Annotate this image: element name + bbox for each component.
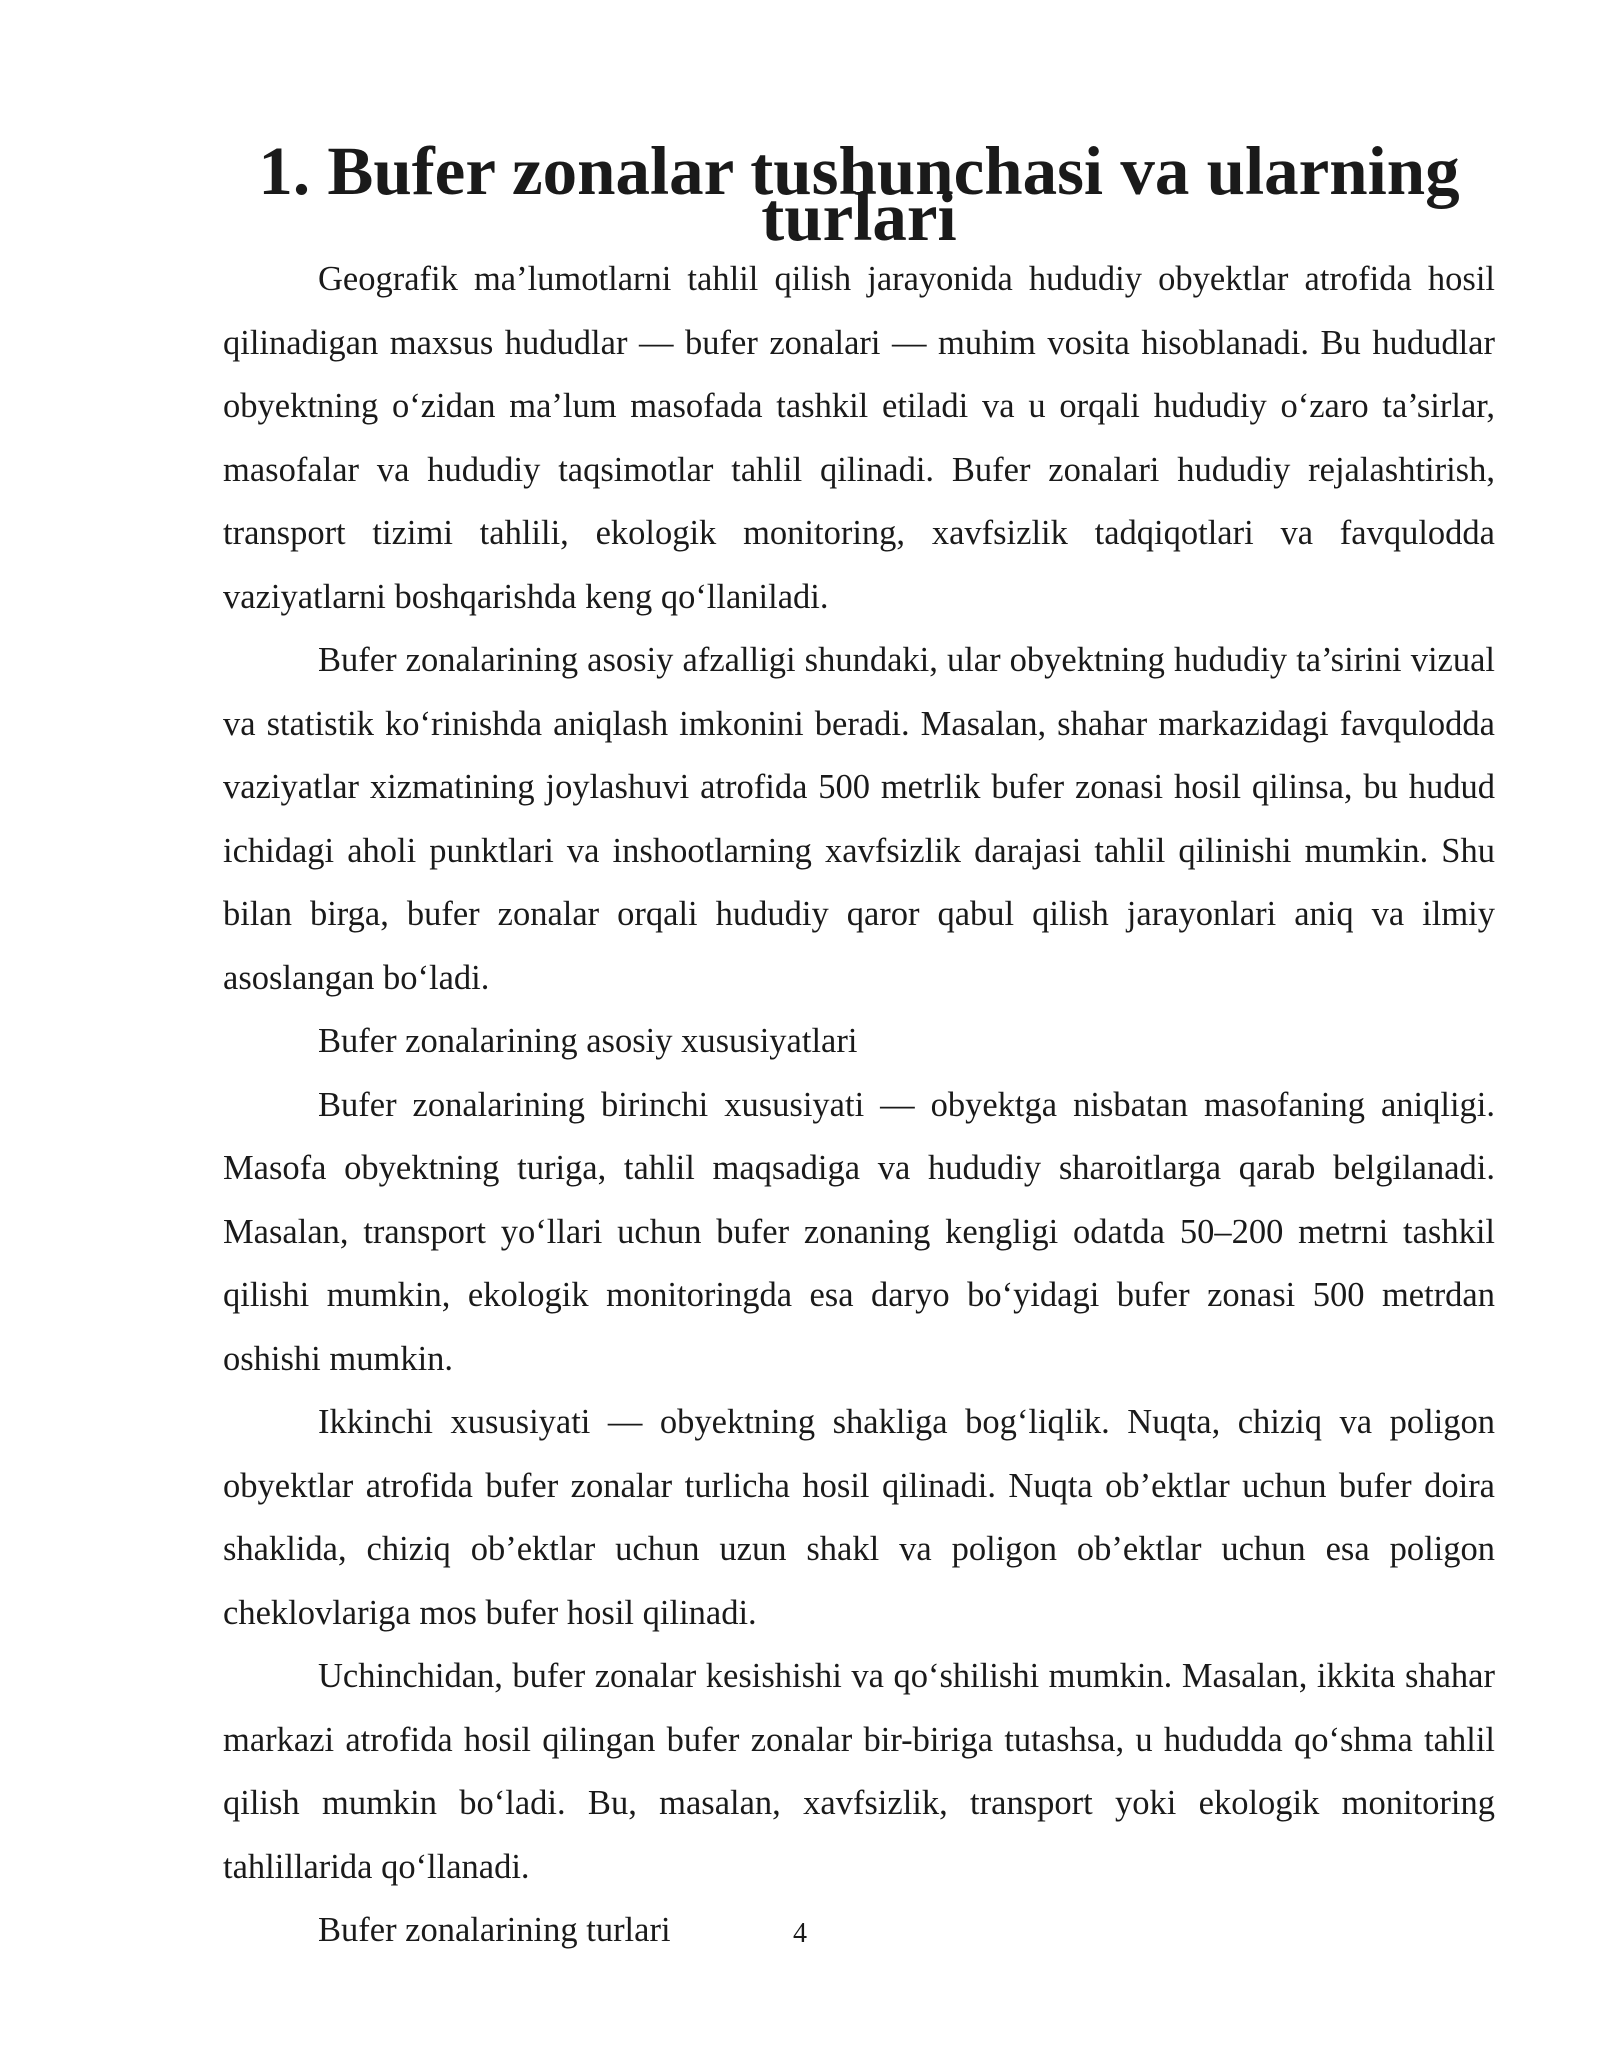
paragraph-feature-third: Uchinchidan, bufer zonalar kesishishi va qo‘shilishi mumkin. Masalan, ikkita shahar markazi atrofida hosil qilingan bufer zonalar bir-biriga tutashsa, u hududda qo‘shma tahlil qilish mumkin bo‘ladi. Bu, masalan, xavfsizlik, transport yoki ekologik monitoring tahlillarida qo‘llanadi.: [223, 1657, 1495, 1886]
paragraph-advantage: Bufer zonalarining asosiy afzalligi shundaki, ular obyektning hududiy ta’sirini vizual va statistik ko‘rinishda aniqlash imkonini beradi. Masalan, shahar markazidagi favqulodda vaziyatlar xizmatining joylashuvi atrofida 500 metrlik bufer zonasi hosil qilinsa, bu hudud ichidagi aholi punktlari va inshootlarning xavfsizlik darajasi tahlil qilinishi mumkin. Shu bilan birga, bufer zonalar orqali hududiy qaror qabul qilish jarayonlari aniq va ilmiy asoslangan bo‘ladi.: [223, 641, 1495, 997]
page-number: 4: [793, 1918, 807, 1949]
page-content: [223, 133, 1495, 1963]
subheading-features: Bufer zonalarining asosiy xususiyatlari: [318, 1022, 858, 1060]
paragraph-feature-second: Ikkinchi xususiyati — obyektning shakliga bog‘liqlik. Nuqta, chiziq va poligon obyektlar atrofida bufer zonalar turlicha hosil qilinadi. Nuqta ob’ektlar uchun bufer doira shaklida, chiziq ob’ektlar uchun uzun shakl va poligon ob’ektlar uchun esa poligon cheklovlariga mos bufer hosil qilinadi.: [223, 1403, 1495, 1632]
subheading-types: Bufer zonalarining turlari: [318, 1911, 671, 1949]
section-title: 1. Bufer zonalar tushunchasi va ularning turlari: [258, 133, 1460, 255]
paragraph-intro: Geografik ma’lumotlarni tahlil qilish jarayonida hududiy obyektlar atrofida hosil qilinadigan maxsus hududlar — bufer zonalari — muhim vosita hisoblanadi. Bu hududlar obyektning o‘zidan ma’lum masofada tashkil etiladi va u orqali hududiy o‘zaro ta’sirlar, masofalar va hududiy taqsimotlar tahlil qilinadi. Bufer zonalari hududiy rejalashtirish, transport tizimi tahlili, ekologik monitoring, xavfsizlik tadqiqotlari va favqulodda vaziyatlarni boshqarishda keng qo‘llaniladi.: [223, 260, 1495, 616]
paragraph-feature-first: Bufer zonalarining birinchi xususiyati — obyektga nisbatan masofaning aniqligi. Masofa obyektning turiga, tahlil maqsadiga va hududiy sharoitlarga qarab belgilanadi. Masalan, transport yo‘llari uchun bufer zonaning kengligi odatda 50–200 metrni tashkil qilishi mumkin, ekologik monitoringda esa daryo bo‘yidagi bufer zonasi 500 metrdan oshishi mumkin.: [223, 1085, 1495, 1378]
